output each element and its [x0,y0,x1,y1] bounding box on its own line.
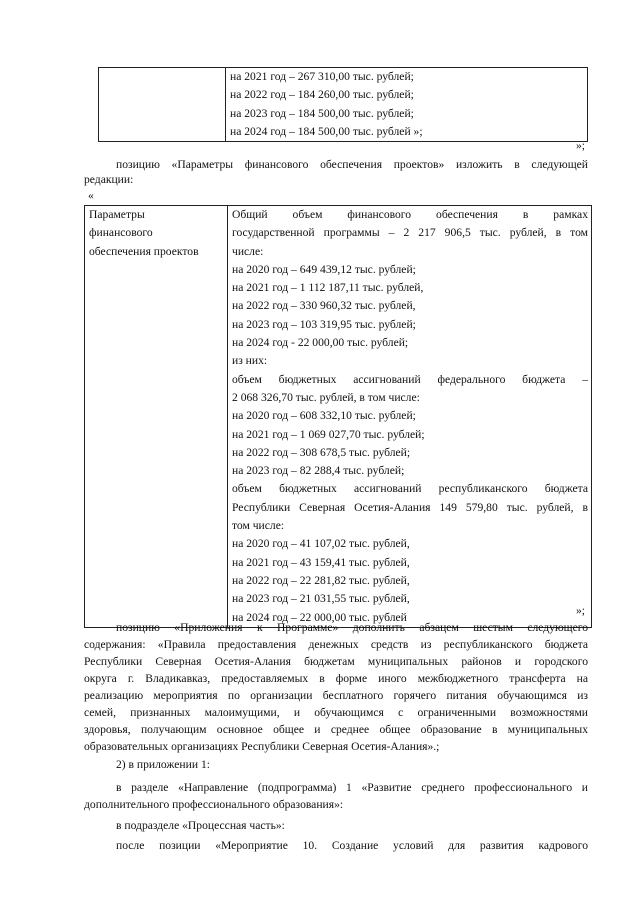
table-value-cell [226,68,588,142]
value-line: на 2020 год – 608 332,10 тыс. рублей; [232,409,416,423]
value-line: на 2020 год – 649 439,12 тыс. рублей; [232,262,416,276]
value-line: на 2023 год – 103 319,95 тыс. рублей; [232,317,416,331]
paragraph-line: позицию «Приложения к Программе» дополнить абзацем шестым следующего [116,621,588,634]
value-line: на 2022 год – 22 281,82 тыс. рублей, [232,573,410,587]
table-line: на 2022 год – 184 260,00 тыс. рублей; [230,88,414,102]
value-line: на 2021 год – 1 112 187,11 тыс. рублей, [232,281,424,295]
value-line: числе: [232,244,264,258]
opening-quote: « [88,189,94,202]
closing-quote: »; [576,139,586,152]
value-line: на 2022 год – 330 960,32 тыс. рублей, [232,299,416,313]
paragraph-line: реализацию мероприятия по организации бесплатного горячего питания обучающимся из [84,689,588,702]
value-line: на 2022 год – 308 678,5 тыс. рублей; [232,445,411,459]
value-line: на 2024 год – 22 000,00 тыс. рублей [232,610,407,624]
value-line: Общий объем финансового обеспечения в рамках [232,208,588,221]
closing-quote: »; [576,604,586,617]
paragraph-line: округа г. Владикавказ, предоставляемых в форме иного межбюджетного трансферта на [84,672,588,685]
list-item-heading: 2) в приложении 1: [116,758,210,771]
value-line: на 2020 год – 41 107,02 тыс. рублей, [232,537,410,551]
parameter-name-cell [85,206,228,628]
paragraph-line: в разделе «Направление (подпрограмма) 1 «Развитие среднего профессионального и [116,781,588,794]
finance-parameters-table [84,205,592,628]
table-line: на 2023 год – 184 500,00 тыс. рублей; [230,106,414,120]
value-line: 2 068 326,70 тыс. рублей, в том числе: [232,390,420,404]
value-line: на 2023 год – 82 288,4 тыс. рублей; [232,464,405,478]
parameter-name-line: обеспечения проектов [89,244,199,258]
parameter-name-line: Параметры [89,208,145,221]
value-line: на 2024 год - 22 000,00 тыс. рублей; [232,336,409,350]
value-line: том числе: [232,519,285,533]
paragraph-line: Республики Северная Осетия-Алания бюджетам муниципальных районов и городского [84,655,588,668]
value-line: государственной программы – 2 217 906,5 тыс. рублей, в том [232,226,588,240]
value-line: объем бюджетных ассигнований федерального бюджета – [232,372,588,386]
parameter-name-line: финансового [89,226,153,240]
paragraph-line: дополнительного профессионального образования»: [84,798,344,811]
funding-table-continuation [98,67,588,142]
table-line: на 2024 год – 184 500,00 тыс. рублей »; [230,124,423,138]
paragraph-line: позицию «Параметры финансового обеспечения проектов» изложить в следующей [116,158,588,171]
paragraph-line: редакции: [84,173,134,186]
table-line: на 2021 год – 267 310,00 тыс. рублей; [230,70,414,83]
paragraph-line: здоровья, получающим основное общее и среднее общее образование в муниципальных [84,723,588,736]
value-line: объем бюджетных ассигнований республиканского бюджета [232,482,588,496]
table-empty-cell [99,68,226,142]
value-line: Республики Северная Осетия-Алания 149 579,80 тыс. рублей, в [232,500,588,514]
paragraph-line: образовательных организациях Республики Северная Осетия-Алания».; [84,740,440,753]
value-line: на 2023 год – 21 031,55 тыс. рублей, [232,592,410,606]
value-line: на 2021 год – 1 069 027,70 тыс. рублей; [232,427,425,441]
paragraph-line: после позиции «Мероприятие 10. Создание условий для развития кадрового [116,839,588,852]
paragraph-line: в подразделе «Процессная часть»: [116,819,285,832]
paragraph-line: семей, признанных малоимущими, и обучающимся с ограниченными возможностями [84,706,588,719]
value-line: на 2021 год – 43 159,41 тыс. рублей, [232,555,410,569]
value-line: из них: [232,354,268,368]
paragraph-line: содержания: «Правила предоставления денежных средств из республиканского бюджета [84,638,588,651]
parameter-value-cell [228,206,592,628]
